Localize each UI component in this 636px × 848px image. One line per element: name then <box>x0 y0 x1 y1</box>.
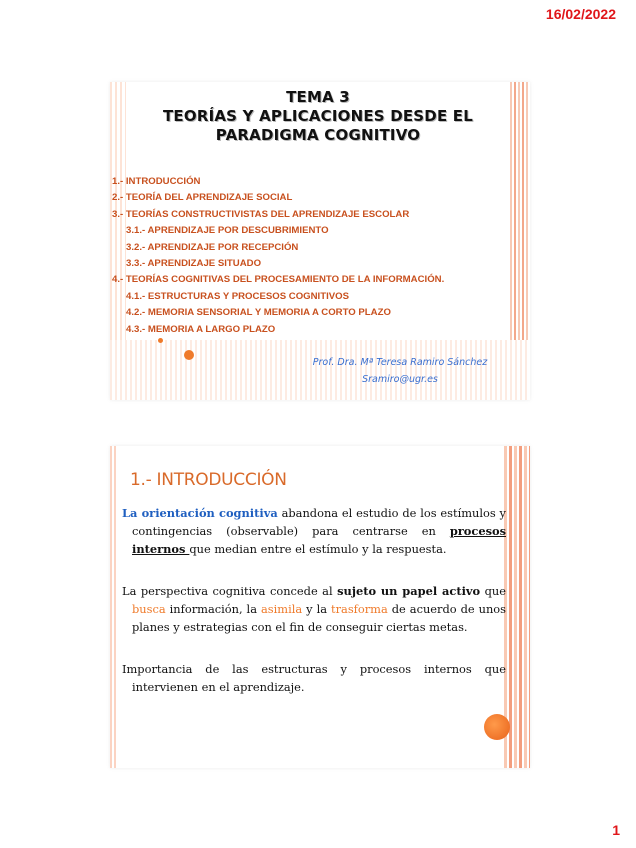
term-sujeto-activo: sujeto un papel activo <box>337 584 481 598</box>
table-of-contents <box>112 174 520 338</box>
author-block <box>280 354 520 388</box>
toc-item: 1.- INTRODUCCIÓN <box>112 176 201 187</box>
text-span: de acuerdo de unos planes y estrategias con el fin de conseguir ciertas metas. <box>132 602 507 634</box>
author-email: Sramiro@ugr.es <box>362 374 438 385</box>
text-span: que <box>480 584 507 598</box>
toc-subitem: 4.1.- ESTRUCTURAS Y PROCESOS COGNITIVOS <box>126 290 350 302</box>
page-number: 1 <box>612 822 620 838</box>
toc-subitem: 3.2.- APRENDIZAJE POR RECEPCIÓN <box>126 241 299 253</box>
decorative-dot <box>484 714 510 740</box>
toc-subitem: 3.3.- APRENDIZAJE SITUADO <box>126 258 262 270</box>
decorative-dot-small <box>158 338 163 343</box>
text-span: información, la <box>165 602 261 616</box>
title-line-2: TEORÍAS Y APLICACIONES DESDE EL <box>162 107 474 125</box>
toc-subitem: 4.3.- MEMORIA A LARGO PLAZO <box>126 323 276 335</box>
term-procesos-internos: procesos internos <box>132 524 506 556</box>
decorative-stripes-left <box>110 446 116 768</box>
slide-2 <box>110 446 530 768</box>
title-line-1: TEMA 3 <box>286 88 350 106</box>
text-span: y la <box>302 602 331 616</box>
toc-item: 2.- TEORÍA DEL APRENDIZAJE SOCIAL <box>112 192 293 204</box>
decorative-dot <box>184 350 194 360</box>
paragraph-3: Importancia de las estructuras y procesos internos que intervienen en el aprendizaje. <box>122 662 506 694</box>
slide-body <box>122 504 506 720</box>
term-busca: busca <box>132 602 166 616</box>
text-span: La perspectiva cognitiva concede al <box>122 584 338 598</box>
text-span: abandona el estudio de los estímulos y contingencias (observable) para centrarse en <box>132 506 506 538</box>
term-asimila: asimila <box>260 602 303 616</box>
term-orientacion-cognitiva: La orientación cognitiva <box>122 506 278 520</box>
slide-1 <box>110 82 530 400</box>
slide-title <box>130 88 506 145</box>
paragraph-2 <box>122 582 506 636</box>
toc-subitem: 3.1.- APRENDIZAJE POR DESCUBRIMIENTO <box>126 225 329 237</box>
section-heading: 1.- INTRODUCCIÓN <box>130 470 287 490</box>
toc-item: 3.- TEORÍAS CONSTRUCTIVISTAS DEL APRENDIZAJE ESCOLAR <box>112 208 410 220</box>
text-span: que median entre el estímulo y la respuesta. <box>189 542 447 556</box>
author-name: Prof. Dra. Mª Teresa Ramiro Sánchez <box>312 357 488 368</box>
toc-item: 4.- TEORÍAS COGNITIVAS DEL PROCESAMIENTO DE LA INFORMACIÓN. <box>112 274 445 286</box>
title-line-3: PARADIGMA COGNITIVO <box>215 126 421 144</box>
paragraph-1 <box>122 504 506 558</box>
term-trasforma: trasforma <box>331 602 388 616</box>
page-date: 16/02/2022 <box>545 6 616 22</box>
toc-subitem: 4.2.- MEMORIA SENSORIAL Y MEMORIA A CORTO PLAZO <box>126 307 391 319</box>
